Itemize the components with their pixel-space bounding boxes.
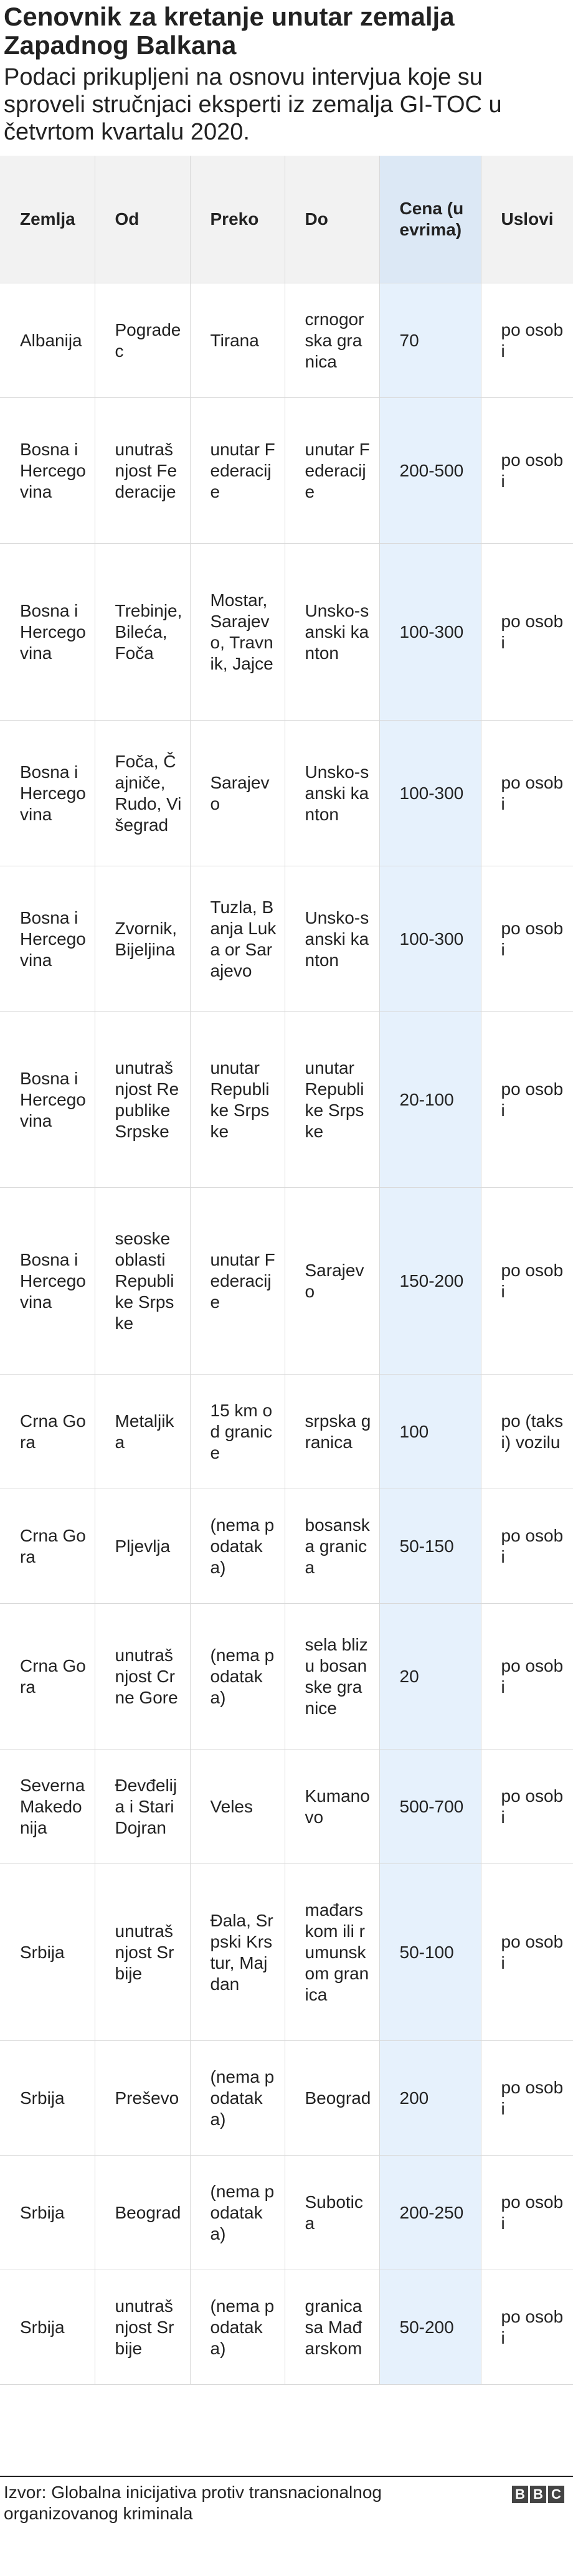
cell-from: seoske oblasti Republike Srpske: [95, 1188, 190, 1375]
cell-price: 150-200: [379, 1188, 481, 1375]
cell-from: unutrašnjost Republike Srpske: [95, 1012, 190, 1188]
cell-country: Crna Gora: [0, 1489, 95, 1604]
cell-from: unutrašnjost Srbije: [95, 1864, 190, 2041]
cell-to: sela blizu bosanske granice: [285, 1604, 379, 1750]
source-note: Izvor: Globalna inicijativa protiv transnacionalnog organizovanog kriminala: [4, 2483, 382, 2523]
cell-country: Srbija: [0, 2156, 95, 2270]
table-row: [0, 1604, 573, 1750]
cell-price: 70: [379, 283, 481, 398]
cell-via: unutar Republike Srpske: [190, 1012, 285, 1188]
cell-to: mađarskom ili rumunskom granica: [285, 1864, 379, 2041]
cell-via: (nema podataka): [190, 1489, 285, 1604]
table-row: [0, 2270, 573, 2385]
cell-conditions: po osobi: [481, 1489, 573, 1604]
cell-from: Metaljika: [95, 1375, 190, 1489]
cell-price: 100: [379, 1375, 481, 1489]
cell-country: Bosna i Hercegovina: [0, 1188, 95, 1375]
cell-country: Crna Gora: [0, 1375, 95, 1489]
cell-to: Unsko-sanski kanton: [285, 721, 379, 866]
cell-price: 100-300: [379, 721, 481, 866]
cell-country: Albanija: [0, 283, 95, 398]
cell-from: Zvornik, Bijeljina: [95, 866, 190, 1012]
cell-price: 20: [379, 1604, 481, 1750]
cell-country: Srbija: [0, 2270, 95, 2385]
page-title: Cenovnik za kretanje unutar zemalja Zapadnog Balkana: [4, 2, 455, 60]
cell-country: Bosna i Hercegovina: [0, 1012, 95, 1188]
cell-conditions: po osobi: [481, 398, 573, 544]
bbc-logo-letter: C: [548, 2486, 564, 2503]
cell-conditions: po osobi: [481, 1604, 573, 1750]
cell-price: 200: [379, 2041, 481, 2156]
cell-price: 50-200: [379, 2270, 481, 2385]
bbc-logo: [512, 2486, 564, 2503]
footer: [0, 2476, 573, 2576]
cell-from: unutrašnjost Srbije: [95, 2270, 190, 2385]
cell-from: Beograd: [95, 2156, 190, 2270]
table-row: [0, 544, 573, 721]
cell-to: crnogorska granica: [285, 283, 379, 398]
header-conditions: Uslovi: [481, 156, 573, 283]
cell-country: Srbija: [0, 2041, 95, 2156]
cell-via: (nema podataka): [190, 1604, 285, 1750]
cell-conditions: po osobi: [481, 2156, 573, 2270]
cell-conditions: po osobi: [481, 1188, 573, 1375]
cell-via: Mostar, Sarajevo, Travnik, Jajce: [190, 544, 285, 721]
cell-via: Tuzla, Banja Luka or Sarajevo: [190, 866, 285, 1012]
cell-via: Veles: [190, 1750, 285, 1864]
cell-country: Bosna i Hercegovina: [0, 398, 95, 544]
cell-from: Foča, Čajniče, Rudo, Višegrad: [95, 721, 190, 866]
table-row: [0, 1375, 573, 1489]
table-row: [0, 1489, 573, 1604]
cell-price: 20-100: [379, 1012, 481, 1188]
cell-price: 200-500: [379, 398, 481, 544]
header-country: Zemlja: [0, 156, 95, 283]
cell-via: (nema podataka): [190, 2041, 285, 2156]
cell-conditions: po osobi: [481, 544, 573, 721]
table-row: [0, 398, 573, 544]
header-from: Od: [95, 156, 190, 283]
table-row: [0, 1750, 573, 1864]
table-row: [0, 1864, 573, 2041]
cell-conditions: po osobi: [481, 1012, 573, 1188]
header-price: Cena (u evrima): [379, 156, 481, 283]
cell-to: granica sa Mađarskom: [285, 2270, 379, 2385]
cell-to: srpska granica: [285, 1375, 379, 1489]
cell-conditions: po osobi: [481, 866, 573, 1012]
cell-from: unutrašnjost Crne Gore: [95, 1604, 190, 1750]
cell-via: (nema podataka): [190, 2270, 285, 2385]
table-body: [0, 283, 573, 2385]
cell-to: Sarajevo: [285, 1188, 379, 1375]
page-subtitle: Podaci prikupljeni na osnovu intervjua koje su sproveli stručnjaci eksperti iz zemalja GI-TOC u četvrtom kvartalu 2020.: [4, 64, 502, 145]
table-row: [0, 1188, 573, 1375]
table-row: [0, 283, 573, 398]
cell-via: Tirana: [190, 283, 285, 398]
cell-conditions: po osobi: [481, 721, 573, 866]
cell-from: Preševo: [95, 2041, 190, 2156]
cell-conditions: po osobi: [481, 2270, 573, 2385]
cell-price: 100-300: [379, 866, 481, 1012]
cell-from: Pogradec: [95, 283, 190, 398]
cell-via: Đala, Srpski Krstur, Majdan: [190, 1864, 285, 2041]
cell-to: bosanska granica: [285, 1489, 379, 1604]
cell-price: 50-150: [379, 1489, 481, 1604]
cell-to: Beograd: [285, 2041, 379, 2156]
cell-price: 50-100: [379, 1864, 481, 2041]
cell-country: Severna Makedonija: [0, 1750, 95, 1864]
cell-from: Đevđelija i Stari Dojran: [95, 1750, 190, 1864]
cell-via: 15 km od granice: [190, 1375, 285, 1489]
table-row: [0, 721, 573, 866]
cell-to: Unsko-sanski kanton: [285, 866, 379, 1012]
cell-from: Pljevlja: [95, 1489, 190, 1604]
cell-via: (nema podataka): [190, 2156, 285, 2270]
cell-price: 200-250: [379, 2156, 481, 2270]
cell-price: 500-700: [379, 1750, 481, 1864]
cell-to: unutar Republike Srpske: [285, 1012, 379, 1188]
cell-conditions: po osobi: [481, 1750, 573, 1864]
cell-conditions: po osobi: [481, 2041, 573, 2156]
cell-conditions: po osobi: [481, 283, 573, 398]
header-via: Preko: [190, 156, 285, 283]
cell-from: Trebinje, Bileća, Foča: [95, 544, 190, 721]
cell-conditions: po osobi: [481, 1864, 573, 2041]
header-to: Do: [285, 156, 379, 283]
cell-country: Bosna i Hercegovina: [0, 866, 95, 1012]
cell-price: 100-300: [379, 544, 481, 721]
cell-from: unutrašnjost Federacije: [95, 398, 190, 544]
cell-country: Bosna i Hercegovina: [0, 544, 95, 721]
table-row: [0, 2156, 573, 2270]
cell-to: Subotica: [285, 2156, 379, 2270]
cell-country: Bosna i Hercegovina: [0, 721, 95, 866]
bbc-logo-letter: B: [512, 2486, 528, 2503]
cell-to: unutar Federacije: [285, 398, 379, 544]
price-table: [0, 156, 573, 2385]
cell-via: Sarajevo: [190, 721, 285, 866]
table-row: [0, 2041, 573, 2156]
table-row: [0, 866, 573, 1012]
bbc-logo-letter: B: [530, 2486, 546, 2503]
cell-via: unutar Federacije: [190, 1188, 285, 1375]
table-row: [0, 1012, 573, 1188]
cell-country: Crna Gora: [0, 1604, 95, 1750]
table-header-row: [0, 156, 573, 283]
cell-to: Kumanovo: [285, 1750, 379, 1864]
cell-via: unutar Federacije: [190, 398, 285, 544]
cell-to: Unsko-sanski kanton: [285, 544, 379, 721]
cell-country: Srbija: [0, 1864, 95, 2041]
cell-conditions: po (taksi) vozilu: [481, 1375, 573, 1489]
